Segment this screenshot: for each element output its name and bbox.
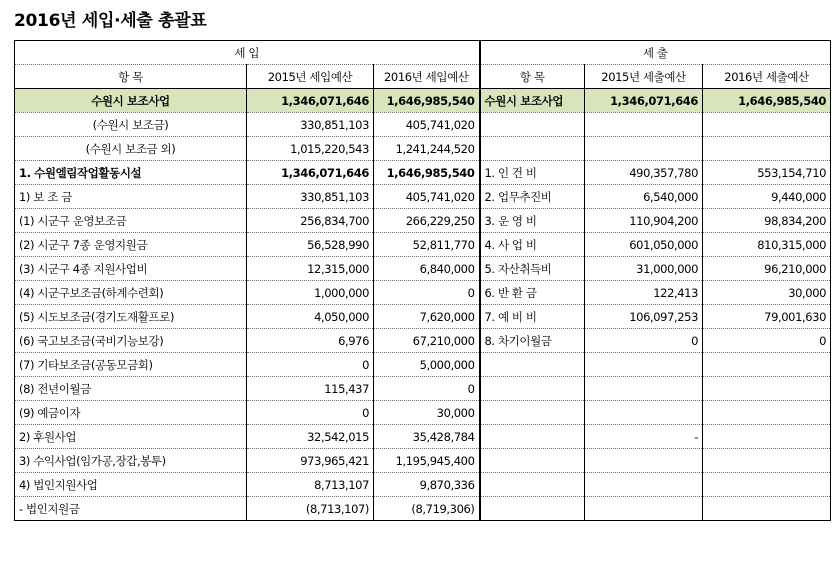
expense-2015-value: 110,904,200 (585, 209, 703, 233)
expense-2016-value (703, 401, 831, 425)
table-row (15, 161, 831, 185)
income-item: 수원시 보조사업 (15, 89, 247, 113)
income-2016-value: 405,741,020 (374, 113, 480, 137)
section-header-row (15, 41, 831, 65)
table-row (15, 353, 831, 377)
income-2015-value: 56,528,990 (247, 233, 374, 257)
table-row (15, 329, 831, 353)
expense-item: 6. 반 환 금 (480, 281, 585, 305)
expense-2015-value (585, 353, 703, 377)
income-2015-value: 32,542,015 (247, 425, 374, 449)
income-2016-value: 7,620,000 (374, 305, 480, 329)
expense-2016-value (703, 137, 831, 161)
expense-item (480, 377, 585, 401)
income-item: (3) 시군구 4종 지원사업비 (15, 257, 247, 281)
table-row (15, 473, 831, 497)
income-2015-value: 973,965,421 (247, 449, 374, 473)
income-item-header: 항 목 (15, 65, 247, 89)
income-item: (수원시 보조금 외) (15, 137, 247, 161)
expense-2016-value: 810,315,000 (703, 233, 831, 257)
income-2016-value: 0 (374, 281, 480, 305)
expense-2015-value: 106,097,253 (585, 305, 703, 329)
expense-item (480, 353, 585, 377)
expense-2016-value (703, 449, 831, 473)
table-row (15, 209, 831, 233)
income-2015-value: (8,713,107) (247, 497, 374, 521)
expense-item: 2. 업무추진비 (480, 185, 585, 209)
expense-2016-value (703, 497, 831, 521)
income-2016-header: 2016년 세입예산 (374, 65, 480, 89)
expense-2016-header: 2016년 세출예산 (703, 65, 831, 89)
expense-2015-value (585, 497, 703, 521)
income-2016-value: 30,000 (374, 401, 480, 425)
expense-2016-value: 0 (703, 329, 831, 353)
table-row (15, 449, 831, 473)
income-item: 1. 수원엘림작업활동시설 (15, 161, 247, 185)
expense-2016-value: 79,001,630 (703, 305, 831, 329)
income-2015-value: 8,713,107 (247, 473, 374, 497)
expense-2016-value (703, 425, 831, 449)
income-item: 2) 후원사업 (15, 425, 247, 449)
expense-item: 5. 자산취득비 (480, 257, 585, 281)
expense-section-header: 세 출 (480, 41, 831, 65)
income-2016-value: (8,719,306) (374, 497, 480, 521)
expense-2015-value: 601,050,000 (585, 233, 703, 257)
expense-item (480, 137, 585, 161)
expense-2016-value (703, 113, 831, 137)
income-section-header: 세 입 (15, 41, 480, 65)
income-2015-value: 0 (247, 401, 374, 425)
income-2015-value: 6,976 (247, 329, 374, 353)
expense-2016-value: 96,210,000 (703, 257, 831, 281)
table-row (15, 281, 831, 305)
income-item: 3) 수익사업(임가공,장갑,봉투) (15, 449, 247, 473)
table-row (15, 305, 831, 329)
income-2015-header: 2015년 세입예산 (247, 65, 374, 89)
income-2016-value: 1,646,985,540 (374, 161, 480, 185)
income-item: (5) 시도보조금(경기도재활프로) (15, 305, 247, 329)
expense-item (480, 113, 585, 137)
expense-2015-value: 122,413 (585, 281, 703, 305)
table-row (15, 185, 831, 209)
income-item: 1) 보 조 금 (15, 185, 247, 209)
expense-item: 3. 운 영 비 (480, 209, 585, 233)
expense-2015-value: - (585, 425, 703, 449)
expense-item: 수원시 보조사업 (480, 89, 585, 113)
income-2015-value: 256,834,700 (247, 209, 374, 233)
expense-2016-value (703, 473, 831, 497)
expense-item (480, 401, 585, 425)
income-item: (수원시 보조금) (15, 113, 247, 137)
income-2015-value: 1,346,071,646 (247, 161, 374, 185)
expense-item: 1. 인 건 비 (480, 161, 585, 185)
expense-item: 4. 사 업 비 (480, 233, 585, 257)
expense-item (480, 497, 585, 521)
income-2016-value: 6,840,000 (374, 257, 480, 281)
income-2015-value: 12,315,000 (247, 257, 374, 281)
table-row (15, 89, 831, 113)
income-item: (6) 국고보조금(국비기능보강) (15, 329, 247, 353)
page-title: 2016년 세입·세출 총괄표 (14, 11, 207, 31)
expense-item (480, 449, 585, 473)
income-2016-value: 266,229,250 (374, 209, 480, 233)
expense-item: 8. 차기이월금 (480, 329, 585, 353)
income-2015-value: 330,851,103 (247, 113, 374, 137)
expense-2015-value (585, 377, 703, 401)
income-item: (1) 시군구 운영보조금 (15, 209, 247, 233)
income-2015-value: 1,346,071,646 (247, 89, 374, 113)
expense-2015-value (585, 137, 703, 161)
income-2015-value: 1,000,000 (247, 281, 374, 305)
income-item: - 법인지원금 (15, 497, 247, 521)
income-2016-value: 1,646,985,540 (374, 89, 480, 113)
income-2016-value: 35,428,784 (374, 425, 480, 449)
expense-2015-value (585, 473, 703, 497)
expense-2015-value: 1,346,071,646 (585, 89, 703, 113)
expense-2015-value: 6,540,000 (585, 185, 703, 209)
income-item: (8) 전년이월금 (15, 377, 247, 401)
income-item: 4) 법인지원사업 (15, 473, 247, 497)
expense-2015-header: 2015년 세출예산 (585, 65, 703, 89)
expense-2016-value (703, 377, 831, 401)
income-2015-value: 1,015,220,543 (247, 137, 374, 161)
income-item: (7) 기타보조금(공동모금회) (15, 353, 247, 377)
table-row (15, 233, 831, 257)
column-header-row (15, 65, 831, 89)
expense-2015-value (585, 401, 703, 425)
expense-item (480, 473, 585, 497)
table-row (15, 257, 831, 281)
expense-2016-value: 553,154,710 (703, 161, 831, 185)
income-item: (4) 시군구보조금(하계수련회) (15, 281, 247, 305)
income-2016-value: 1,241,244,520 (374, 137, 480, 161)
table-row (15, 113, 831, 137)
income-2016-value: 67,210,000 (374, 329, 480, 353)
table-row (15, 137, 831, 161)
expense-2015-value (585, 449, 703, 473)
expense-2016-value: 9,440,000 (703, 185, 831, 209)
income-2016-value: 1,195,945,400 (374, 449, 480, 473)
income-2016-value: 9,870,336 (374, 473, 480, 497)
expense-item (480, 425, 585, 449)
expense-item-header: 항 목 (480, 65, 585, 89)
income-2016-value: 52,811,770 (374, 233, 480, 257)
expense-item: 7. 예 비 비 (480, 305, 585, 329)
income-2015-value: 330,851,103 (247, 185, 374, 209)
income-item: (2) 시군구 7종 운영지원금 (15, 233, 247, 257)
expense-2016-value: 1,646,985,540 (703, 89, 831, 113)
table-row (15, 425, 831, 449)
expense-2015-value: 31,000,000 (585, 257, 703, 281)
income-2016-value: 0 (374, 377, 480, 401)
income-item: (9) 예금이자 (15, 401, 247, 425)
expense-2016-value: 30,000 (703, 281, 831, 305)
budget-summary-table (14, 40, 831, 521)
expense-2015-value (585, 113, 703, 137)
expense-2016-value (703, 353, 831, 377)
income-2015-value: 0 (247, 353, 374, 377)
table-row (15, 497, 831, 521)
expense-2015-value: 0 (585, 329, 703, 353)
expense-2016-value: 98,834,200 (703, 209, 831, 233)
table-row (15, 401, 831, 425)
table-row (15, 377, 831, 401)
income-2016-value: 5,000,000 (374, 353, 480, 377)
income-2015-value: 115,437 (247, 377, 374, 401)
income-2016-value: 405,741,020 (374, 185, 480, 209)
income-2015-value: 4,050,000 (247, 305, 374, 329)
expense-2015-value: 490,357,780 (585, 161, 703, 185)
